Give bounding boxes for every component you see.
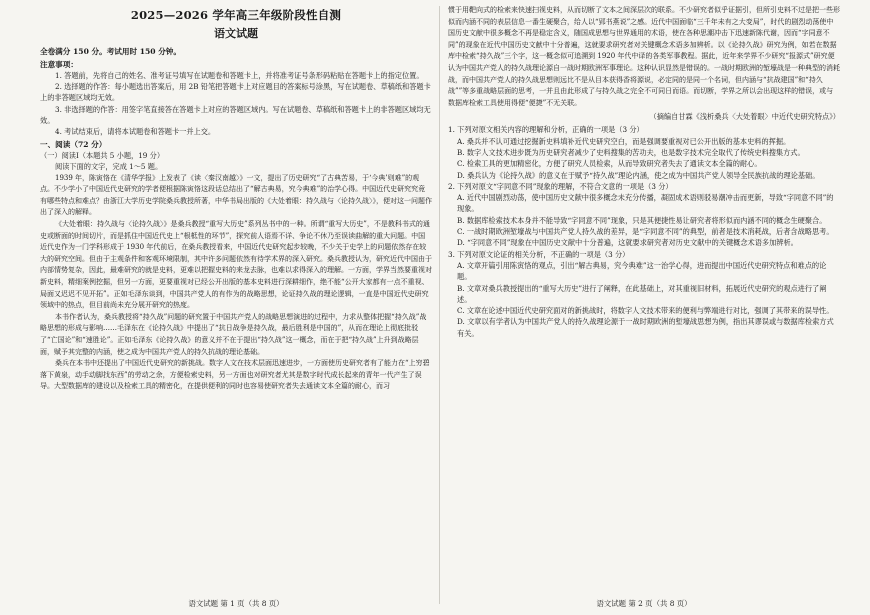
notice-item: 1. 答题前，先将自己的姓名、准考证号填写在试题卷和答题卡上，并将准考证号条形码粘贴在答题卡上的指定位置。 [55, 71, 424, 80]
page-1 [40, 0, 432, 615]
passage-paragraph: 1939 年，陈寅恪在《清华学报》上发表了《读〈秦汉南越〉》一文，提出了历史研究“了古典苦易，于‘今典’则难”的观点。不少学小了中国近代史研究的学者便根据陈寅恪这段话总结出了“解古典易，究今典难”的治学心得。中国近代史研究究竟有哪些特点和难点？由浙江大学历史学院桑兵教授所著，中华书局出版的《大处着眼：持久战与〈论持久战〉》，便对这一问题作出了深入的解释。 [40, 173, 432, 217]
question-option[interactable]: B. 数字人文技术进步既为历史研究者减少了史料搜集的苦功夫，也是数字技术完全取代了传统史料搜集方式。 [457, 147, 805, 157]
page-2 [448, 0, 840, 615]
question-option[interactable]: B. 文章对桑兵教授提出的“重写大历史”进行了阐释，在此基础上，对其重视旧材料，拓展近代史研究的观点进行了阐述。 [457, 283, 827, 304]
question-stem: 3. 下列对原文论证的相关分析，不正确的一项是（3 分） [448, 249, 630, 259]
question-option[interactable]: C. 文章在论述中国近代史研究面对的新挑战时，将数字人文技术带来的便利与弊端进行对比，强调了其带来的误导性。 [457, 306, 834, 316]
passage-source: （摘编自甘霖《浅析桑兵〈大处着眼〉中近代史研究特点》） [649, 112, 840, 122]
question-option[interactable]: D. 文章以有学者认为中国共产党人的持久战理论源于一战时期欧洲的堑壕战思想为例，指出其谬误或与数据库检索方式有关。 [457, 317, 834, 338]
question-option[interactable]: B. 数据库检索技术本身并不能导致“字同意不同”现象，只是其便捷性易让研究者将形似而内涵不同的概念生硬聚合。 [457, 215, 827, 225]
page-footer: 语文试题 第 2 页（共 8 页） [596, 599, 692, 608]
passage-paragraph: 惯于用靶向式的检索来快速扫视史料，从而切断了文本之间深层次的联系。不少研究者似乎证据引，但所引史料不过是把一些形似而内涵不同的表层信息一番生硬聚合，给人以“郢书燕说”之感。近代中国面临“三千年未有之大变局”，时代的剧烈动荡使中国历史文献中很多概念不再是稳定含义，随国成思想与世界通用的术语，使在各种思潮冲击下迅速新陈代谢，因而“字同意不同”的现象在近代中国历史文献中十分普遍，这就要求研究者对关键概念术语多加辨析。以《论持久战》研究为例，如若在数据库中检索“持久战”三个字，这一概念似可追溯到 1920 年代中译的各类军事教程。据此，近年来学界不少研究“报源式”研究便认为中国共产党人的持久战理论源自一战时期欧洲军事理论。这种认识显然是错误的。一战时期欧洲的堑壕战是一种典型的消耗战，而中国共产党人的持久战思想则远比不是从目本获得香将源说，必定同的是同一个名词，但内涵与“抗战建国”和“持久战””等多重战略层面的思考，一并且由此形成了与持久战之完全不可同日而语。而切断，学界之所以会出现这样的错误，或与数据库检索工具使用得便“便捷”不无关联。 [448, 6, 840, 107]
page-divider [439, 6, 440, 604]
section-heading: 一、阅读（72 分） [40, 140, 107, 150]
question-option[interactable]: A. 近代中国剧烈动荡，使中国历史文献中很多概念未充分传播，凝固成术语则驳易潮冲击而更新，导致“字同意不同”的现象。 [457, 193, 834, 214]
notice-item: 2. 选择题的作答：每小题选出答案后，用 2B 铅笔把答题卡上对应题目的答案标号涂黑，写在试题卷、草稿纸和答题卡上的非答题区域均无效。 [40, 82, 431, 103]
passage-paragraph: 本书作者认为，桑兵教授将“持久战”问题的研究置于中国共产党人的战略思想演进的过程中，力求从整体把握“持久战”战略思想的形成与影响……毛泽东在《论持久战》中提出了“抗日战争是持久战，最后胜利是中国的”，从而在理论上彻底批驳了“亡国论”和“速胜论”。正如毛泽东《论持久战》的意义并不在于提出“持久战”这一概念，而在于把“持久战”上升到战略层面，赋予其完整的内涵，使之成为中国共产党人的持久抗战的理论基础。 [40, 312, 427, 356]
question-stem: 2. 下列对原文“字同意不同”现象的理解，不符合文意的一项是（3 分） [448, 181, 673, 191]
passage-paragraph: 桑兵在本书中还提出了中国近代史研究的新挑战。数字人文在技术层面迅速进步，一方面使历史研究者有了能力在“上穷碧落下黄泉，动手动脚找东西”的劳动之余，方便检索史料，另一方面也对研究者尤其是数字时代成长起来的青年一代产生了误导。大型数据库的建设以及检索工具的精密化，在提供便利的同时也容易使研究者失去通读文本全篇的耐心，而习 [40, 359, 430, 391]
question-option[interactable]: D. “字同意不同”现象在中国历史文献中十分普遍，这就要求研究者对历史文献中的关键概念术语多加辨析。 [457, 238, 798, 248]
subsection-heading: （一）阅读Ⅰ（本题共 5 小题，19 分） [40, 151, 165, 161]
page-footer: 语文试题 第 1 页（共 8 页） [188, 599, 284, 608]
exam-title: 2025—2026 学年高三年级阶段性自测 [130, 8, 342, 22]
passage-paragraph: 《大处着眼：持久战与〈论持久战〉》是桑兵教授“重写大历史”系列丛书中的一种。所谓“重写大历史”，不是教科书式的通史或断面的时间切片，而是抓住中国近代史上“根柢性的环节”，探究前人语焉不详、争论不休乃至误读曲解的重大问题。中国近代史作为一门学科形成于 1930 年代前后，在桑兵教授看来，中国近代史研究起步较晚，不少关于史学上的问题依然存在较大的研究空间。但由于主观条件和客观环境限制，其中许多问题依然有待学术界的深入研究。桑兵教授认为，研究近代中国由于内部情势复杂，因此，最难研究的就是史料，更难以把握史料的来龙去脉，也难以求得深入的理解。一方面，学界当然要重视对新史料，精细案例挖掘，但另一方面，更要重视对已经公开出版的基本史料进行深耕细作，绝不能“公开大家都有一点不重视、局面又迟迟不见开拓”。正如毛泽东谈到，中国共产党人的有作为的战略思想，论证持久战的理论逻辑，一直是中国近代史研究领域中的热点，但目前尚未充分展开研究的热度。 [40, 220, 432, 310]
exam-subtitle: 语文试题 [214, 27, 258, 40]
score-line: 全卷满分 150 分。考试用时 150 分钟。 [40, 47, 181, 56]
question-option[interactable]: A. 桑兵并不认可通过挖掘新史料填补近代史研究空白，而是强调要重视对已公开出版的基本史料的挥掘。 [457, 136, 791, 146]
notice-item: 4. 考试结束后，请将本试题卷和答题卡一并上交。 [55, 127, 216, 137]
reading-instruction: 阅读下面的文字，完成 1～5 题。 [55, 162, 163, 172]
notice-item: 3. 非选择题的作答：用签字笔直接答在答题卡上对应的答题区域内。写在试题卷、草稿纸和答题卡上的非答题区域均无效。 [40, 104, 431, 125]
question-stem: 1. 下列对原文相关内容的理解和分析，正确的一项是（3 分） [448, 125, 644, 135]
question-option[interactable]: C. 检索工具的更加精密化，方便了研究人员检索，从而导致研究者失去了通读文本全篇的耐心。 [457, 159, 762, 169]
question-option[interactable]: C. 一战时期欧洲堑壕战与中国共产党人持久战的差异，是“字同意不同”的典型，前者是技术消耗战，后者含战略思考。 [457, 227, 834, 237]
question-option[interactable]: D. 桑兵认为《论持久战》的意义在于赋予“持久战”理论内涵，使之成为中国共产党人领导全民族抗战的理论基础。 [457, 170, 820, 180]
notice-heading: 注意事项： [40, 60, 78, 69]
question-option[interactable]: A. 文章开篇引用陈寅恪的观点，引出“解古典易，究今典难”这一治学心得，进而提出中国近代史研究特点和难点的论题。 [457, 260, 827, 282]
